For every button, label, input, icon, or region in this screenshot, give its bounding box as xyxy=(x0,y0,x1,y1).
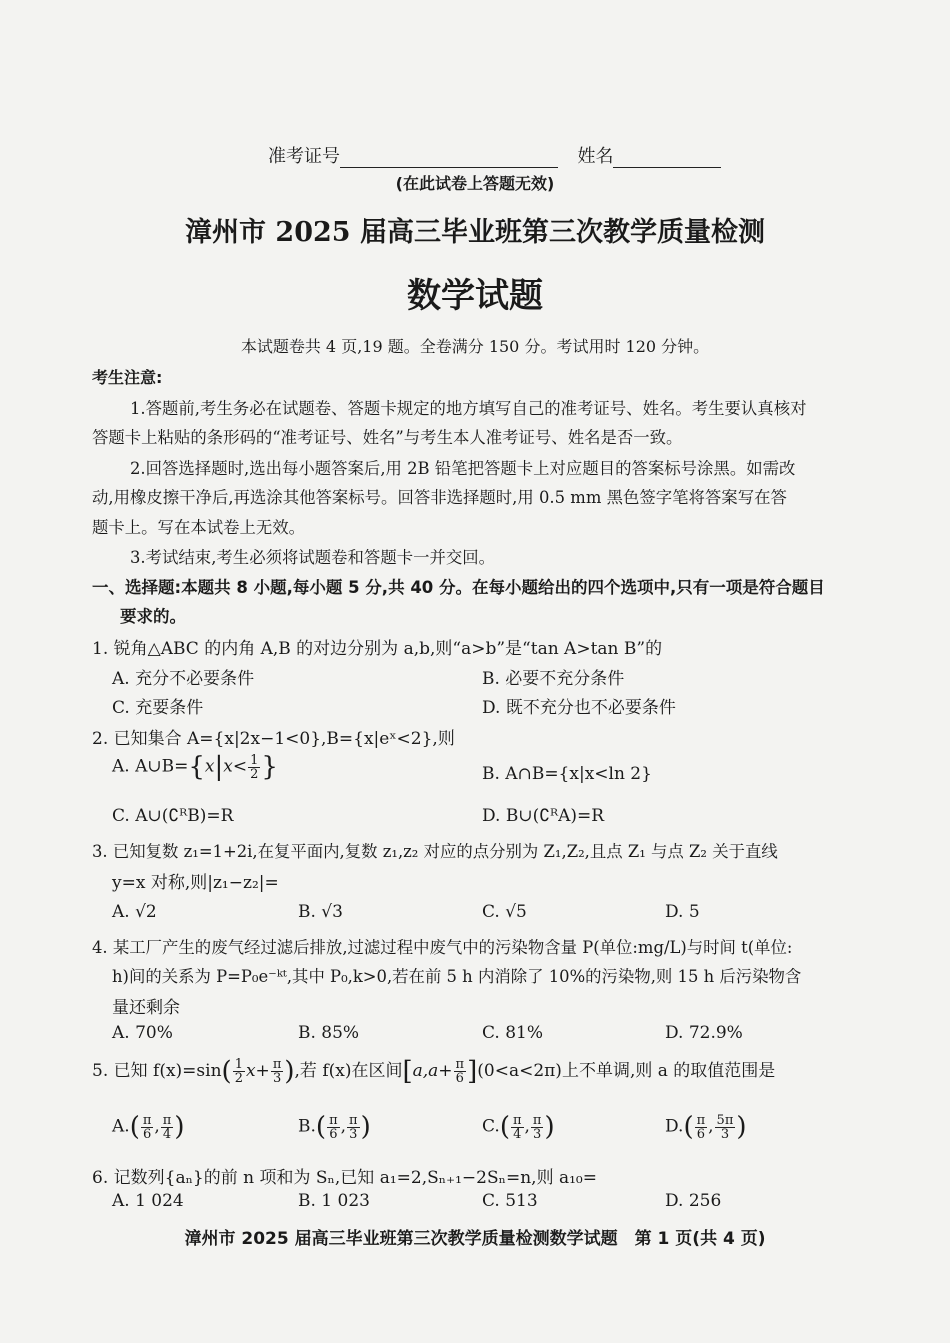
q3-option-d: D. 5 xyxy=(665,902,700,922)
question-4-stem-cont: 量还剩余 xyxy=(112,998,180,1018)
q5-option-c: C.( $\frac{\pi}{4}$ , $\frac{\pi}{3}$ ) xyxy=(482,1112,555,1142)
q3-option-b: B. √3 xyxy=(298,902,343,922)
q5-option-d: D.( $\frac{\pi}{6}$ , $\frac{5\pi}{3}$ ) xyxy=(665,1112,747,1142)
section-heading-cont: 要求的。 xyxy=(120,607,186,626)
candidate-header xyxy=(268,142,721,168)
question-4-stem-cont: h)间的关系为 P=P₀e⁻ᵏᵗ,其中 P₀,k>0,若在前 5 h 内消除了 10%的污染物,则 15 h 后污染物含 xyxy=(112,967,802,986)
exam-subtitle: 数学试题 xyxy=(407,276,543,316)
q1-option-a: A. 充分不必要条件 xyxy=(112,669,255,689)
notice-line: 动,用橡皮擦干净后,再选涂其他答案标号。回答非选择题时,用 0.5 mm 黑色签字笔将答案写在答 xyxy=(92,488,787,507)
q5-option-a: A.( $\frac{\pi}{6}$ , $\frac{\pi}{4}$ ) xyxy=(112,1112,185,1142)
exam-title: 漳州市 2025 届高三毕业班第三次教学质量检测 xyxy=(185,217,765,248)
q5-option-b: B.( $\frac{\pi}{6}$ , $\frac{\pi}{3}$ ) xyxy=(298,1112,371,1142)
question-4-stem: 4. 某工厂产生的废气经过滤后排放,过滤过程中废气中的污染物含量 P(单位:mg/L)与时间 t(单位: xyxy=(92,938,793,957)
invalid-note: (在此试卷上答题无效) xyxy=(395,174,555,193)
q2-option-a: A. A∪B={x|x< $\frac{1}{2}$ } xyxy=(112,752,278,782)
exam-info: 本试题卷共 4 页,19 题。全卷满分 150 分。考试用时 120 分钟。 xyxy=(240,337,710,356)
q1-option-b: B. 必要不充分条件 xyxy=(482,669,625,689)
q3-option-c: C. √5 xyxy=(482,902,527,922)
q1-option-c: C. 充要条件 xyxy=(112,698,204,718)
question-1-stem: 1. 锐角△ABC 的内角 A,B 的对边分别为 a,b,则“a>b”是“tan A>tan B”的 xyxy=(92,639,663,659)
q4-option-c: C. 81% xyxy=(482,1023,543,1043)
notice-line: 题卡上。写在本试卷上无效。 xyxy=(92,518,306,537)
question-2-stem: 2. 已知集合 A={x|2x−1<0},B={x|eˣ<2},则 xyxy=(92,729,455,749)
name-blank xyxy=(613,149,721,168)
notice-line: 2.回答选择题时,选出每小题答案后,用 2B 铅笔把答题卡上对应题目的答案标号涂黑。如需改 xyxy=(130,459,796,478)
page-footer: 漳州市 2025 届高三毕业班第三次教学质量检测数学试题 第 1 页(共 4 页) xyxy=(184,1229,766,1249)
q3-option-a: A. √2 xyxy=(112,902,157,922)
question-3-stem-cont: y=x 对称,则|z₁−z₂|= xyxy=(112,873,279,893)
notice-line: 1.答题前,考生务必在试题卷、答题卡规定的地方填写自己的准考证号、姓名。考生要认真核对 xyxy=(130,399,807,418)
q2-option-c: C. A∪(∁ᴿB)=R xyxy=(112,806,234,826)
question-5-stem: 5. 已知 f(x)=sin( $\frac{1}{2}$ x+ $\frac{\pi}{3}$ ),若 f(x)在区间[a,a+ $\frac{\pi}{6}$ ](0<a<2π)上不单调,则 a 的取值范围是 xyxy=(92,1056,776,1087)
q6-option-a: A. 1 024 xyxy=(112,1191,184,1211)
question-3-stem: 3. 已知复数 z₁=1+2i,在复平面内,复数 z₁,z₂ 对应的点分别为 Z₁,Z₂,且点 Z₁ 与点 Z₂ 关于直线 xyxy=(92,842,778,861)
q4-option-d: D. 72.9% xyxy=(665,1023,743,1043)
fraction: $\frac{1}{2}$ xyxy=(250,752,259,782)
q6-option-c: C. 513 xyxy=(482,1191,538,1211)
q4-option-b: B. 85% xyxy=(298,1023,360,1043)
q6-option-d: D. 256 xyxy=(665,1191,722,1211)
name-label: 姓名 xyxy=(577,146,614,167)
q4-option-a: A. 70% xyxy=(112,1023,173,1043)
question-6-stem: 6. 记数列{aₙ}的前 n 项和为 Sₙ,已知 a₁=2,Sₙ₊₁−2Sₙ=n,则 a₁₀= xyxy=(92,1168,597,1188)
q6-option-b: B. 1 023 xyxy=(298,1191,370,1211)
fraction: $\frac{1}{2}$ xyxy=(234,1057,243,1086)
fraction: $\frac{\pi}{3}$ xyxy=(272,1057,282,1086)
q2-option-b: B. A∩B={x|x<ln 2} xyxy=(482,764,652,784)
exam-id-label: 准考证号 xyxy=(268,146,340,167)
notice-heading: 考生注意: xyxy=(92,368,163,387)
q1-option-d: D. 既不充分也不必要条件 xyxy=(482,698,676,718)
exam-id-blank xyxy=(340,149,558,168)
section-heading: 一、选择题:本题共 8 小题,每小题 5 分,共 40 分。在每小题给出的四个选项中,只有一项是符合题目 xyxy=(92,578,825,597)
notice-line: 答题卡上粘贴的条形码的“准考证号、姓名”与考生本人准考证号、姓名是否一致。 xyxy=(92,428,683,447)
q2-option-d: D. B∪(∁ᴿA)=R xyxy=(482,806,605,826)
fraction: $\frac{\pi}{6}$ xyxy=(455,1057,465,1086)
notice-line: 3.考试结束,考生必须将试题卷和答题卡一并交回。 xyxy=(130,548,496,567)
